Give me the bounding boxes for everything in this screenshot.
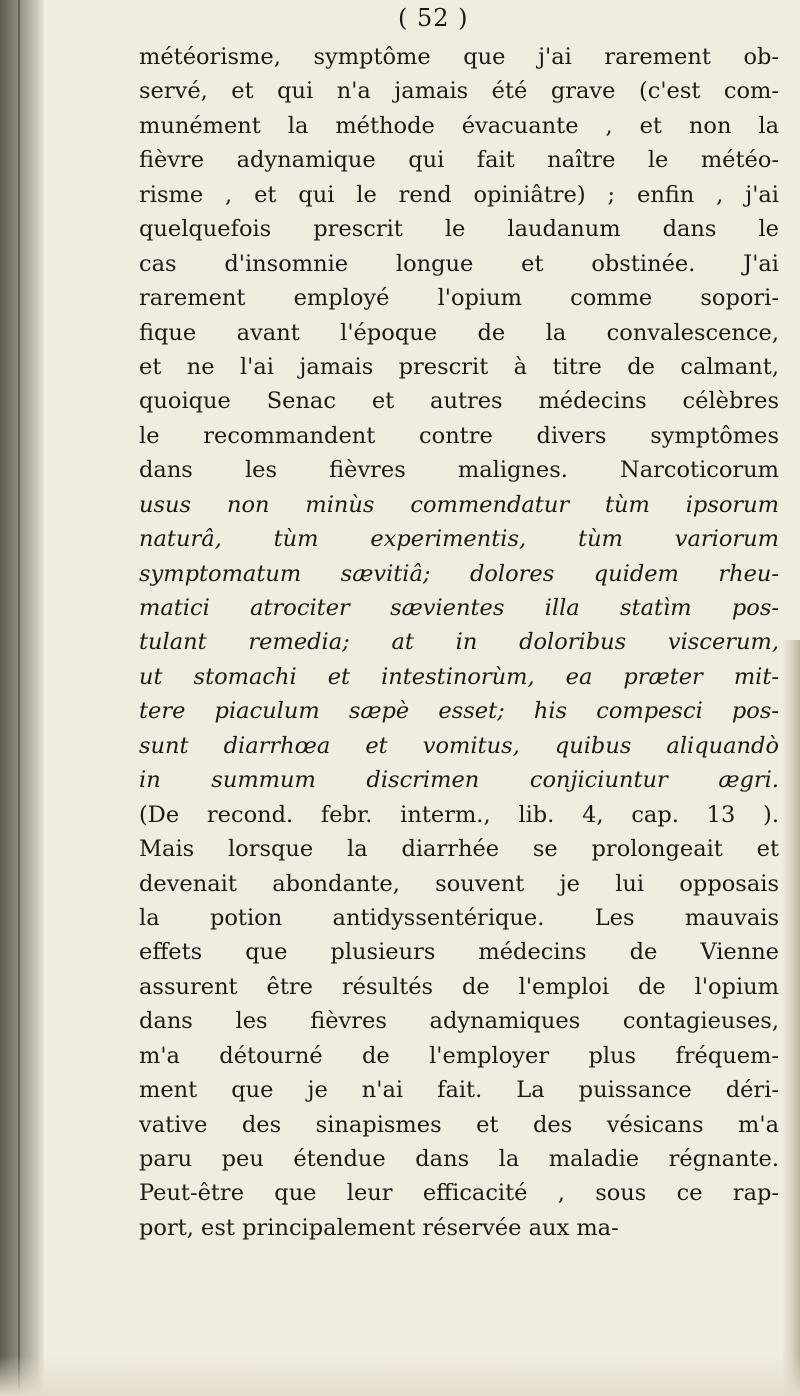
text-line: cas d'insomnie longue et obstinée. J'ai <box>139 250 779 277</box>
text-line: fique avant l'époque de la convalescence, <box>139 319 779 346</box>
text-line: fièvre adynamique qui fait naître le météo- <box>139 147 779 174</box>
text-line: tere piaculum sæpè esset; his compesci pos- <box>139 698 779 725</box>
text-line: servé, et qui n'a jamais été grave (c'est com- <box>139 78 779 105</box>
text-line: m'a détourné de l'employer plus fréquem- <box>139 1042 779 1069</box>
text-line: symptomatum sævitiâ; dolores quidem rheu- <box>139 560 779 587</box>
page-edge-shadow <box>782 640 800 1396</box>
book-gutter <box>0 0 44 1396</box>
body-text <box>139 40 779 1245</box>
text-line: Peut-être que leur efficacité , sous ce rap- <box>139 1180 779 1207</box>
text-line: dans les fièvres malignes. Narcoticorum <box>139 457 779 484</box>
page-number: ( 52 ) <box>398 4 469 32</box>
text-line: rarement employé l'opium comme sopori- <box>139 285 779 312</box>
text-line: port, est principalement réservée aux ma- <box>139 1214 619 1241</box>
text-line: (De recond. febr. interm., lib. 4, cap. 13 ). <box>139 801 779 828</box>
text-line: quelquefois prescrit le laudanum dans le <box>139 216 779 243</box>
text-line: dans les fièvres adynamiques contagieuses, <box>139 1008 779 1035</box>
text-line: in summum discrimen conjiciuntur ægri. <box>139 767 779 794</box>
text-line: matici atrociter sævientes illa statìm pos- <box>139 595 779 621</box>
text-line: paru peu étendue dans la maladie régnante. <box>139 1146 779 1172</box>
text-line: munément la méthode évacuante , et non la <box>139 112 779 139</box>
page-bottom-shadow <box>0 1356 800 1396</box>
text-line: la potion antidyssentérique. Les mauvais <box>139 904 779 931</box>
text-line: naturâ, tùm experimentis, tùm variorum <box>139 526 779 553</box>
text-line: ut stomachi et intestinorùm, ea præter mit- <box>139 663 779 690</box>
text-line: vative des sinapismes et des vésicans m'a <box>139 1111 779 1138</box>
text-line: ment que je n'ai fait. La puissance déri- <box>139 1077 779 1104</box>
text-line: le recommandent contre divers symptômes <box>139 422 779 449</box>
text-line: tulant remedia; at in doloribus viscerum, <box>139 629 779 656</box>
text-line: quoique Senac et autres médecins célèbres <box>139 388 779 415</box>
text-line: Mais lorsque la diarrhée se prolongeait et <box>139 836 779 863</box>
text-line: devenait abondante, souvent je lui opposais <box>139 870 779 897</box>
text-line: risme , et qui le rend opiniâtre) ; enfin , j'ai <box>139 181 779 208</box>
text-line: assurent être résultés de l'emploi de l'opium <box>139 973 779 1000</box>
text-line: effets que plusieurs médecins de Vienne <box>139 939 779 966</box>
text-line: météorisme, symptôme que j'ai rarement ob- <box>139 44 779 70</box>
gutter-shadow-line <box>18 0 20 1396</box>
text-line: et ne l'ai jamais prescrit à titre de calmant, <box>139 353 779 380</box>
text-line: sunt diarrhœa et vomitus, quibus aliquandò <box>139 732 779 759</box>
text-line: usus non minùs commendatur tùm ipsorum <box>139 491 779 518</box>
